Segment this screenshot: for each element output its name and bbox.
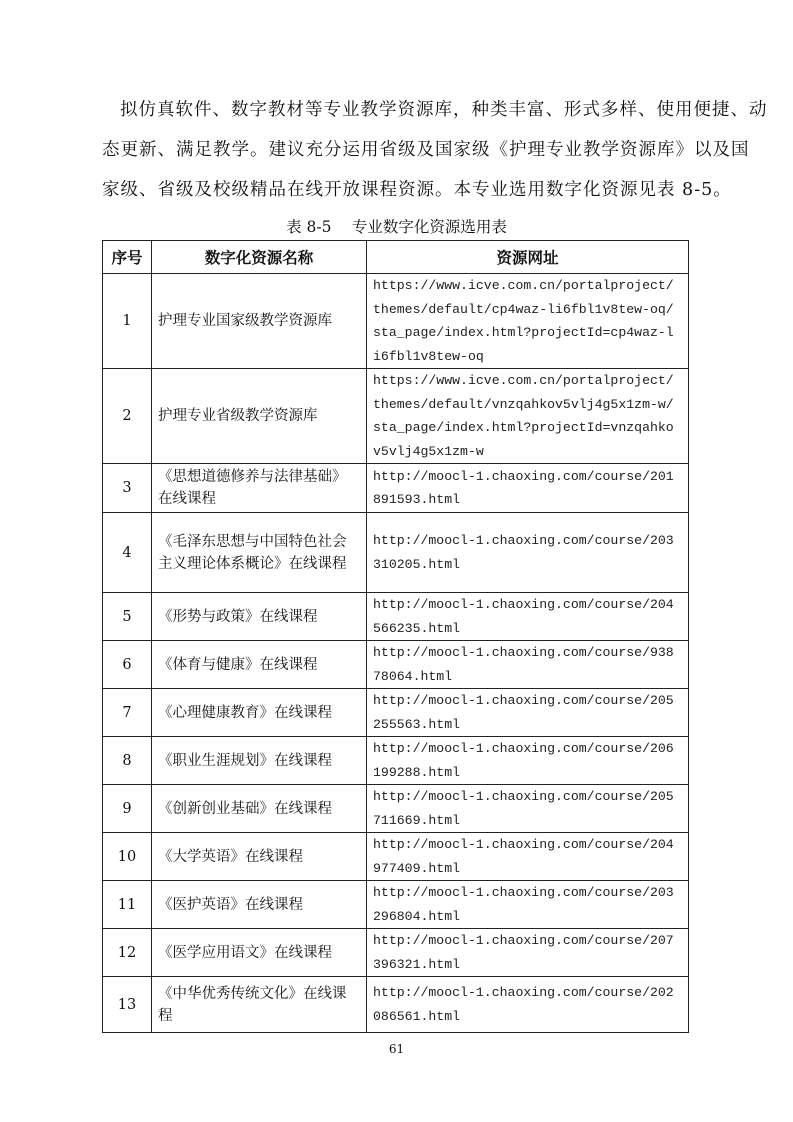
resource-name: 《中华优秀传统文化》在线课程 bbox=[152, 977, 367, 1033]
table-row bbox=[103, 881, 689, 929]
table-row bbox=[103, 593, 689, 641]
paragraph-line: 拟仿真软件、数字教材等专业教学资源库，种类丰富、形式多样、使用便捷、动 bbox=[120, 100, 768, 120]
row-number: 1 bbox=[103, 274, 152, 369]
resource-url[interactable]: http://moocl-1.chaoxing.com/course/93878064.html bbox=[367, 641, 689, 689]
header-url: 资源网址 bbox=[367, 241, 689, 274]
row-number: 5 bbox=[103, 593, 152, 641]
table-row bbox=[103, 929, 689, 977]
header-no: 序号 bbox=[103, 241, 152, 274]
page-number: 61 bbox=[388, 1042, 405, 1056]
resource-name: 护理专业省级教学资源库 bbox=[152, 369, 367, 464]
resource-url[interactable]: http://moocl-1.chaoxing.com/course/204977409.html bbox=[367, 833, 689, 881]
table-row bbox=[103, 641, 689, 689]
resource-name: 《形势与政策》在线课程 bbox=[152, 593, 367, 641]
table-row bbox=[103, 513, 689, 593]
row-number: 11 bbox=[103, 881, 152, 929]
resource-name: 《心理健康教育》在线课程 bbox=[152, 689, 367, 737]
header-name: 数字化资源名称 bbox=[152, 241, 367, 274]
resource-name: 《职业生涯规划》在线课程 bbox=[152, 737, 367, 785]
resource-name: 《医学应用语文》在线课程 bbox=[152, 929, 367, 977]
row-number: 13 bbox=[103, 977, 152, 1033]
resource-url[interactable]: http://moocl-1.chaoxing.com/course/205255563.html bbox=[367, 689, 689, 737]
resource-name: 护理专业国家级教学资源库 bbox=[152, 274, 367, 369]
resource-url[interactable]: http://moocl-1.chaoxing.com/course/204566235.html bbox=[367, 593, 689, 641]
resource-name: 《创新创业基础》在线课程 bbox=[152, 785, 367, 833]
row-number: 12 bbox=[103, 929, 152, 977]
resource-name: 《大学英语》在线课程 bbox=[152, 833, 367, 881]
row-number: 4 bbox=[103, 513, 152, 593]
row-number: 9 bbox=[103, 785, 152, 833]
row-number: 10 bbox=[103, 833, 152, 881]
resource-url[interactable]: http://moocl-1.chaoxing.com/course/207396321.html bbox=[367, 929, 689, 977]
paragraph-line: 态更新、满足教学。建议充分运用省级及国家级《护理专业教学资源库》以及国 bbox=[102, 140, 750, 160]
resource-name: 《毛泽东思想与中国特色社会主义理论体系概论》在线课程 bbox=[152, 513, 367, 593]
table-row bbox=[103, 833, 689, 881]
resource-url[interactable]: http://moocl-1.chaoxing.com/course/203310205.html bbox=[367, 513, 689, 593]
table-row bbox=[103, 737, 689, 785]
table-caption: 表 8-5 专业数字化资源选用表 bbox=[286, 218, 507, 236]
row-number: 7 bbox=[103, 689, 152, 737]
resource-url[interactable]: http://moocl-1.chaoxing.com/course/205711669.html bbox=[367, 785, 689, 833]
resource-name: 《体育与健康》在线课程 bbox=[152, 641, 367, 689]
resource-url[interactable]: http://moocl-1.chaoxing.com/course/201891593.html bbox=[367, 464, 689, 513]
resource-url[interactable]: https://www.icve.com.cn/portalproject/themes/default/vnzqahkov5vlj4g5x1zm-w/sta_page/index.html?projectId=vnzqahkov5vlj4g5x1zm-w bbox=[367, 369, 689, 464]
resource-table bbox=[102, 240, 689, 1033]
row-number: 2 bbox=[103, 369, 152, 464]
row-number: 3 bbox=[103, 464, 152, 513]
resource-url[interactable]: http://moocl-1.chaoxing.com/course/202086561.html bbox=[367, 977, 689, 1033]
body-paragraph bbox=[102, 90, 768, 210]
table-row bbox=[103, 274, 689, 369]
table-row bbox=[103, 369, 689, 464]
resource-name: 《思想道德修养与法律基础》在线课程 bbox=[152, 464, 367, 513]
table-row bbox=[103, 689, 689, 737]
row-number: 8 bbox=[103, 737, 152, 785]
paragraph-line: 家级、省级及校级精品在线开放课程资源。本专业选用数字化资源见表 8-5。 bbox=[102, 180, 732, 200]
table-row bbox=[103, 464, 689, 513]
resource-url[interactable]: http://moocl-1.chaoxing.com/course/206199288.html bbox=[367, 737, 689, 785]
table-row bbox=[103, 785, 689, 833]
row-number: 6 bbox=[103, 641, 152, 689]
table-row bbox=[103, 977, 689, 1033]
resource-name: 《医护英语》在线课程 bbox=[152, 881, 367, 929]
table-header-row bbox=[103, 241, 689, 274]
resource-url[interactable]: http://moocl-1.chaoxing.com/course/203296804.html bbox=[367, 881, 689, 929]
resource-url[interactable]: https://www.icve.com.cn/portalproject/themes/default/cp4waz-li6fbl1v8tew-oq/sta_page/index.html?projectId=cp4waz-li6fbl1v8tew-oq bbox=[367, 274, 689, 369]
